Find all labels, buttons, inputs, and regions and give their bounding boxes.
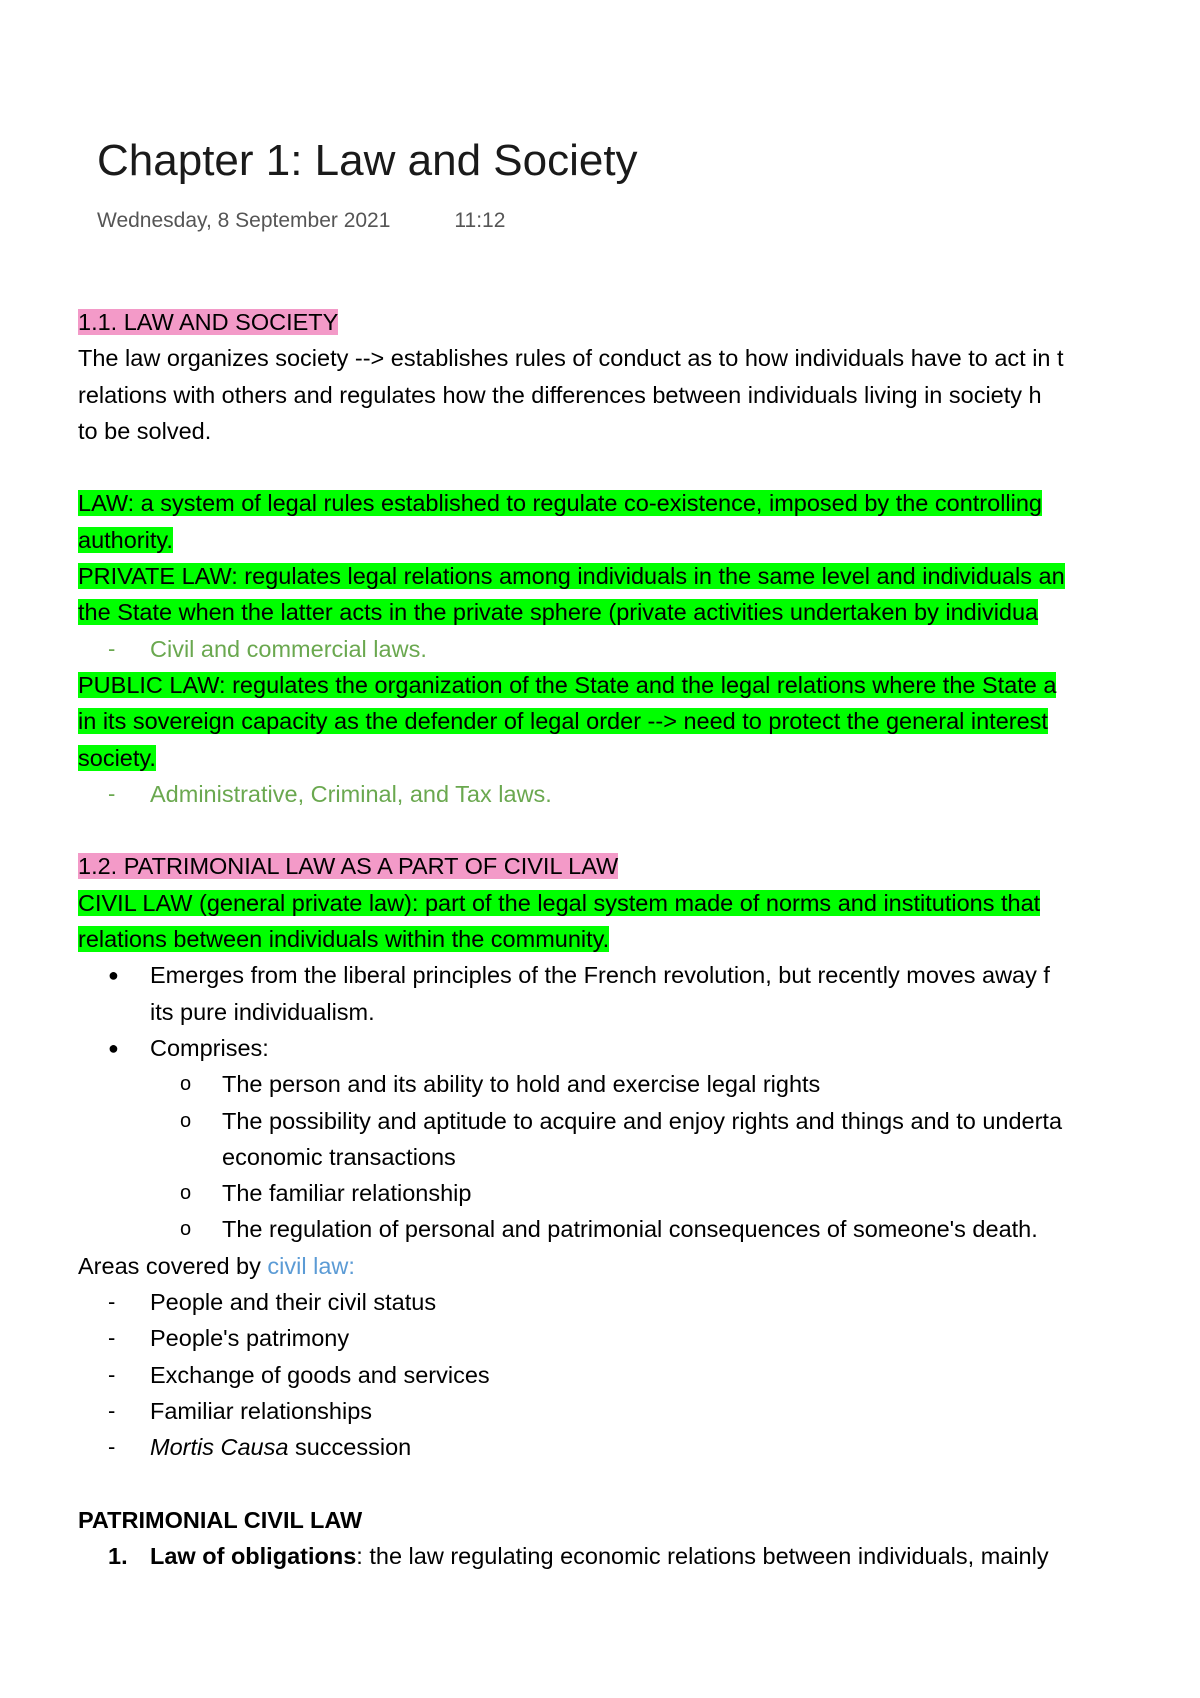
section-heading-1: 1.1. LAW AND SOCIETY: [78, 309, 339, 335]
sub-bullet-item: o The familiar relationship: [78, 1175, 1200, 1211]
sub-bullet-item: o The person and its ability to hold and exercise legal rights: [78, 1066, 1200, 1102]
spacer: [78, 449, 1200, 485]
item-number: 1.: [108, 1543, 128, 1570]
dash-marker: -: [108, 780, 116, 806]
bullet-circle-icon: o: [180, 1109, 192, 1132]
public-law-definition-line: PUBLIC LAW: regulates the organization of the State and the legal relations where the State a: [78, 671, 1057, 698]
bullet-circle-icon: o: [180, 1182, 192, 1205]
paragraph-line: to be solved.: [78, 417, 212, 444]
private-law-definition-line: PRIVATE LAW: regulates legal relations among individuals in the same level and individuals an: [78, 563, 1065, 590]
area-item: - Exchange of goods and services: [78, 1357, 1200, 1393]
bullet-circle-icon: o: [180, 1073, 192, 1096]
public-law-definition-line: in its sovereign capacity as the defender of legal order --> need to protect the general interest: [78, 708, 1048, 735]
dash-marker: -: [108, 1289, 116, 1315]
law-definition-line: authority.: [78, 526, 173, 553]
note-time: 11:12: [454, 209, 506, 232]
area-item: - People and their civil status: [78, 1284, 1200, 1320]
page-title: Chapter 1: Law and Society: [97, 136, 638, 185]
law-definition-line: LAW: a system of legal rules established to regulate co-existence, imposed by the controlling: [78, 490, 1043, 517]
numbered-item: 1. Law of obligations: the law regulating economic relations between individuals, mainly: [78, 1538, 1200, 1574]
dash-marker: -: [108, 1325, 116, 1351]
note-body: [78, 304, 1200, 1574]
civil-law-link[interactable]: civil law:: [267, 1252, 355, 1279]
public-law-example: - Administrative, Criminal, and Tax laws.: [78, 776, 1200, 812]
spacer: [78, 1466, 1200, 1502]
sub-bullet-item: o The possibility and aptitude to acquire and enjoy rights and things and to underta: [78, 1103, 1200, 1139]
bullet-circle-icon: o: [180, 1218, 192, 1241]
paragraph-line: The law organizes society --> establishes rules of conduct as to how individuals have to act in t: [78, 345, 1064, 372]
section-heading-2: 1.2. PATRIMONIAL LAW AS A PART OF CIVIL LAW: [78, 853, 619, 880]
paragraph-line: relations with others and regulates how the differences between individuals living in society h: [78, 381, 1042, 408]
bullet-dot-icon: ●: [108, 965, 119, 986]
areas-intro: Areas covered by civil law:: [78, 1252, 355, 1279]
sub-bullet-item-continued: economic transactions: [222, 1143, 456, 1170]
dash-marker: -: [108, 1434, 116, 1460]
bullet-dot-icon: ●: [108, 1037, 119, 1058]
civil-law-definition-line: relations between individuals within the community.: [78, 926, 610, 953]
bullet-item: ● Emerges from the liberal principles of the French revolution, but recently moves away f: [78, 957, 1200, 993]
dash-marker: -: [108, 635, 116, 661]
dash-marker: -: [108, 1361, 116, 1387]
area-item: - People's patrimony: [78, 1320, 1200, 1356]
public-law-definition-line: society.: [78, 744, 156, 771]
civil-law-definition-line: CIVIL LAW (general private law): part of the legal system made of norms and institutions that: [78, 889, 1041, 916]
section-heading-3: PATRIMONIAL CIVIL LAW: [78, 1506, 363, 1533]
private-law-example: - Civil and commercial laws.: [78, 631, 1200, 667]
private-law-definition-line: the State when the latter acts in the private sphere (private activities undertaken by individua: [78, 599, 1039, 626]
bullet-item-continued: its pure individualism.: [150, 998, 375, 1025]
sub-bullet-item: o The regulation of personal and patrimonial consequences of someone's death.: [78, 1211, 1200, 1247]
spacer: [78, 812, 1200, 848]
note-date: Wednesday, 8 September 2021: [97, 209, 391, 232]
note-metadata: [97, 206, 505, 236]
dash-marker: -: [108, 1397, 116, 1423]
area-item: - Familiar relationships: [78, 1393, 1200, 1429]
area-item: - Mortis Causa succession: [78, 1429, 1200, 1465]
bullet-item: ● Comprises:: [78, 1030, 1200, 1066]
